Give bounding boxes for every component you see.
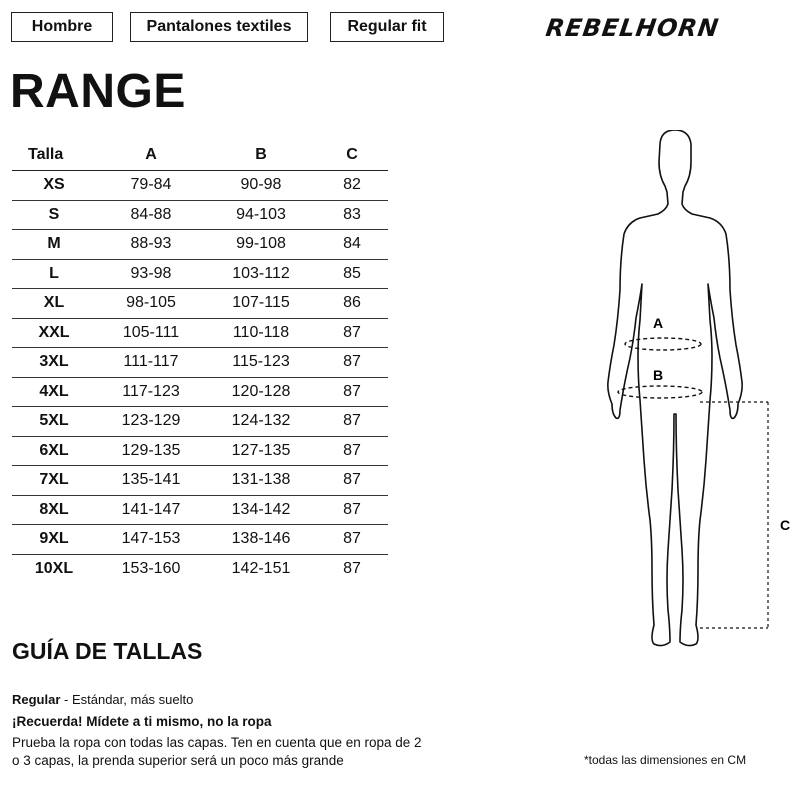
b-cell: 127-135 [206,436,316,466]
c-cell: 87 [316,525,388,555]
c-cell: 87 [316,348,388,378]
c-cell: 87 [316,377,388,407]
a-cell: 135-141 [96,466,206,496]
label-c: C [780,517,791,533]
label-b: B [653,367,664,383]
size-cell: XS [12,171,96,201]
b-cell: 124-132 [206,407,316,437]
a-cell: 141-147 [96,495,206,525]
c-cell: 86 [316,289,388,319]
size-table-header [12,146,388,171]
size-row [12,200,388,230]
size-cell: 7XL [12,466,96,496]
label-a: A [653,315,664,331]
hip-measure-b [618,386,702,398]
size-cell: M [12,230,96,260]
c-cell: 87 [316,436,388,466]
size-table [12,146,388,583]
a-cell: 98-105 [96,289,206,319]
size-row [12,318,388,348]
inseam-measure-c [700,402,768,628]
size-row [12,525,388,555]
b-cell: 131-138 [206,466,316,496]
b-cell: 103-112 [206,259,316,289]
b-cell: 134-142 [206,495,316,525]
figure-head [608,130,742,646]
reminder-text: ¡Recuerda! Mídete a ti mismo, no la ropa [12,714,272,729]
size-row [12,230,388,260]
c-cell: 84 [316,230,388,260]
c-cell: 85 [316,259,388,289]
b-cell: 115-123 [206,348,316,378]
header-a: A [96,146,206,171]
size-row [12,407,388,437]
header-b: B [206,146,316,171]
header-c: C [316,146,388,171]
units-note: *todas las dimensiones en CM [584,753,747,767]
body-measurement-diagram [560,130,800,670]
fit-description [12,692,193,707]
size-cell: S [12,200,96,230]
c-cell: 87 [316,495,388,525]
c-cell: 82 [316,171,388,201]
size-cell: L [12,259,96,289]
b-cell: 110-118 [206,318,316,348]
a-cell: 84-88 [96,200,206,230]
brand-logo: REBELHORN [544,14,721,42]
c-cell: 87 [316,407,388,437]
c-cell: 87 [316,466,388,496]
a-cell: 129-135 [96,436,206,466]
size-row [12,259,388,289]
b-cell: 138-146 [206,525,316,555]
advice-text: Prueba la ropa con todas las capas. Ten en cuenta que en ropa de 2 o 3 capas, la prenda superior será un poco más grande [12,735,422,768]
waist-measure-a [625,338,701,350]
tag-gender: Hombre [11,12,113,42]
size-row [12,554,388,583]
a-cell: 79-84 [96,171,206,201]
b-cell: 94-103 [206,200,316,230]
c-cell: 83 [316,200,388,230]
tag-product-type: Pantalones textiles [130,12,308,42]
size-row [12,466,388,496]
product-title: RANGE [10,65,186,118]
b-cell: 99-108 [206,230,316,260]
size-row [12,289,388,319]
size-cell: XL [12,289,96,319]
a-cell: 105-111 [96,318,206,348]
b-cell: 142-151 [231,559,291,577]
size-cell: 10XL [34,559,74,577]
b-cell: 120-128 [206,377,316,407]
size-cell: 9XL [12,525,96,555]
size-cell: 5XL [12,407,96,437]
b-cell: 107-115 [206,289,316,319]
c-cell: 87 [343,559,361,577]
c-cell: 87 [316,318,388,348]
a-cell: 88-93 [96,230,206,260]
a-cell: 147-153 [96,525,206,555]
b-cell: 90-98 [206,171,316,201]
size-row [12,171,388,201]
a-cell: 117-123 [96,377,206,407]
fit-desc: - Estándar, más suelto [60,692,194,707]
size-cell: 8XL [12,495,96,525]
size-cell: XXL [12,318,96,348]
tag-fit: Regular fit [330,12,444,42]
a-cell: 93-98 [96,259,206,289]
size-cell: 3XL [12,348,96,378]
a-cell: 111-117 [96,348,206,378]
a-cell: 123-129 [96,407,206,437]
header-size: Talla [12,146,96,171]
size-row [12,377,388,407]
size-cell: 6XL [12,436,96,466]
size-row [12,436,388,466]
size-row [12,495,388,525]
size-cell: 4XL [12,377,96,407]
size-guide-title: GUÍA DE TALLAS [12,638,203,664]
a-cell: 153-160 [121,559,181,577]
fit-name: Regular [12,692,61,707]
size-row [12,348,388,378]
